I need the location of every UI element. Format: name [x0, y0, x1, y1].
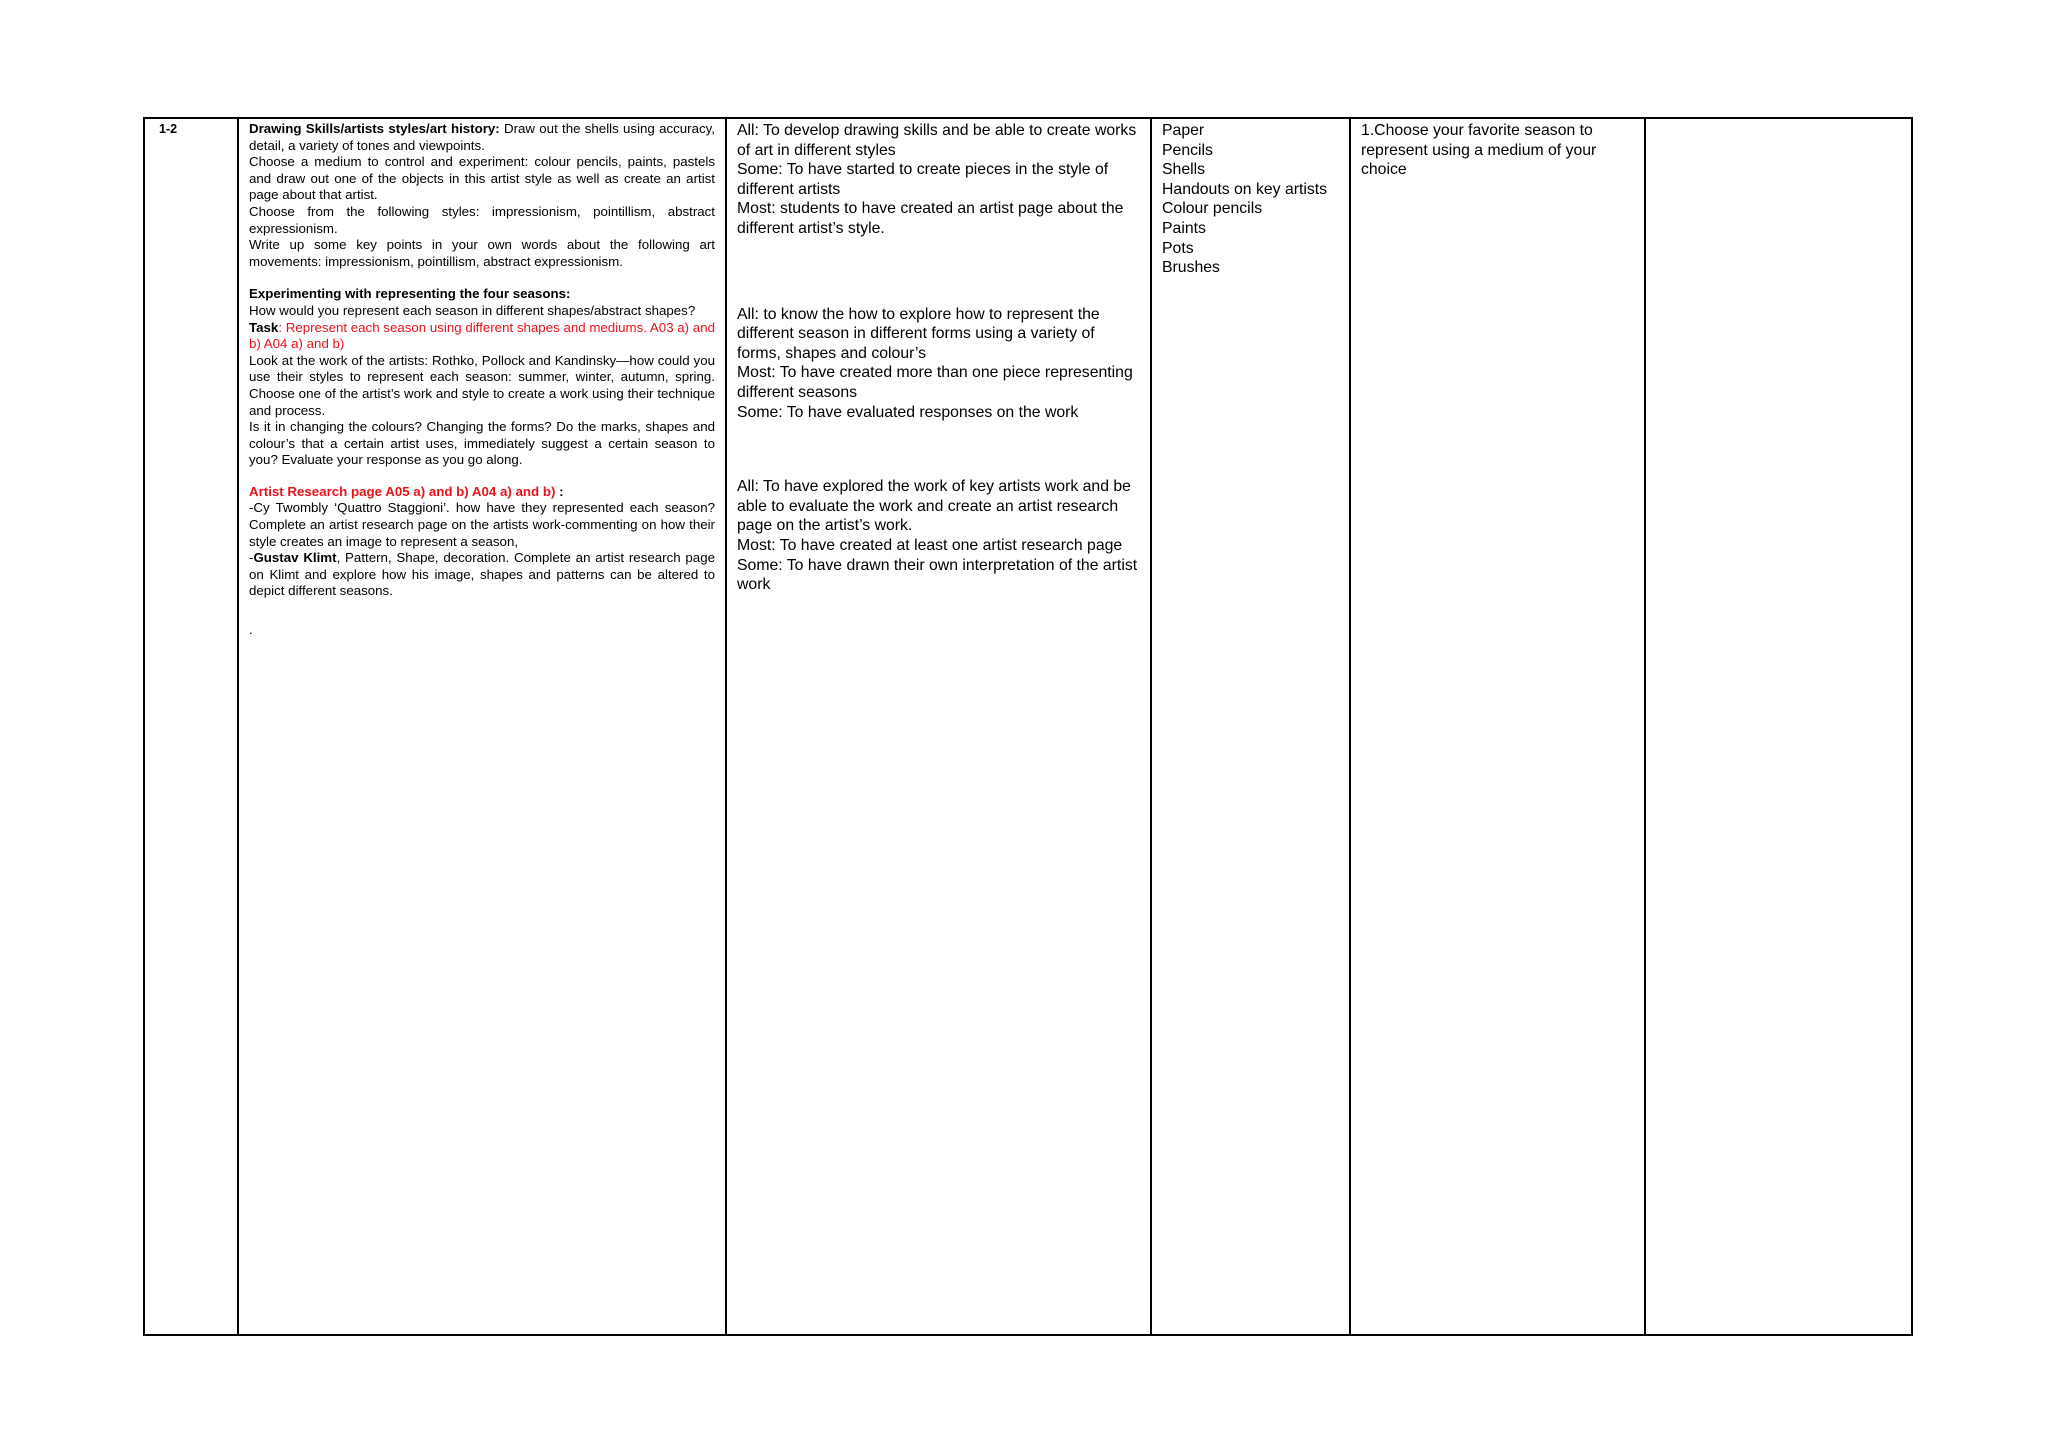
klimt-text: , Pattern, Shape, decoration. Complete an artist research page on Klimt and explore how his image, shapes and patterns can be altered to depict different seasons. — [249, 550, 715, 599]
seasons-heading: Experimenting with representing the four seasons: — [249, 286, 571, 302]
choose-medium-text: Choose a medium to control and experiment: colour pencils, paints, pastels and draw out one of the objects in this artist style as well as create an artist page about that artist. — [249, 154, 715, 203]
research-heading: Artist Research page A05 a) and b) A04 a) and b) — [249, 483, 556, 499]
activity-item: 1.Choose your favorite season to represent using a medium of your choice — [1361, 122, 1597, 179]
resource-item: Shells — [1162, 161, 1206, 179]
outcome-3-some: Some: To have drawn their own interpretation of the artist work — [737, 556, 1138, 594]
week-cell — [144, 118, 238, 1335]
week-number: 1-2 — [159, 122, 178, 136]
drawing-heading: Drawing Skills/artists styles/art history: — [249, 121, 500, 136]
outcomes-text — [727, 119, 1150, 595]
outcome-3-all: All: To have explored the work of key artists work and be able to evaluate the work and create an artist research page on the artist’s work. — [737, 478, 1131, 535]
klimt-prefix: - — [249, 550, 254, 566]
resource-item: Paints — [1162, 219, 1206, 237]
outcome-2-most: Most: To have created more than one piece representing different seasons — [737, 364, 1133, 401]
klimt-paragraph — [249, 550, 715, 600]
drawing-paragraph — [249, 121, 715, 154]
notes-text — [1646, 119, 1911, 121]
outcomes-cell — [726, 118, 1151, 1335]
resource-item: Pencils — [1162, 141, 1213, 159]
klimt-name: Gustav Klimt — [253, 550, 337, 566]
notes-cell — [1645, 118, 1912, 1335]
table-row — [144, 118, 1912, 1335]
resource-item: Colour pencils — [1162, 200, 1263, 218]
outcome-1-some: Some: To have started to create pieces in the style of different artists — [737, 161, 1109, 198]
trailing-dot: . — [249, 622, 253, 638]
twombly-text: -Cy Twombly ‘Quattro Staggioni’. how have they represented each season? Complete an artist research page on the artists work-commenting on how their style creates an image to represent a season, — [249, 500, 715, 549]
resource-item: Handouts on key artists — [1162, 180, 1328, 198]
seasons-question: How would you represent each season in different shapes/abstract shapes? — [249, 302, 696, 318]
activity-cell — [1350, 118, 1645, 1335]
is-it-text: Is it in changing the colours? Changing the forms? Do the marks, shapes and colour’s that a certain artist uses, immediately suggest a certain season to you? Evaluate your response as you go along. — [249, 419, 715, 468]
outcome-2-all: All: to know the how to explore how to represent the different season in different forms using a variety of forms, shapes and colour’s — [737, 305, 1100, 362]
content-text — [239, 119, 725, 639]
outcome-2-some: Some: To have evaluated responses on the work — [737, 403, 1079, 421]
resource-item: Pots — [1162, 239, 1194, 257]
content-cell — [238, 118, 726, 1335]
outcome-1-all: All: To develop drawing skills and be able to create works of art in different styles — [737, 122, 1137, 159]
task-text: : Represent each season using different shapes and mediums. A03 a) and b) A04 a) and b) — [249, 319, 715, 352]
resources-cell — [1151, 118, 1350, 1335]
resources-list — [1152, 119, 1349, 278]
task-label: Task — [249, 319, 279, 335]
lesson-plan-table — [143, 117, 1913, 1336]
research-colon: : — [555, 483, 564, 499]
outcome-3-most: Most: To have created at least one artist research page — [737, 536, 1123, 554]
look-at-text: Look at the work of the artists: Rothko, Pollock and Kandinsky—how could you use their styles to represent each season: summer, winter, autumn, spring. Choose one of the artist’s work and style to create a work using their technique and process. — [249, 352, 715, 418]
task-paragraph — [249, 320, 715, 353]
choose-styles-text: Choose from the following styles: impressionism, pointillism, abstract expressionism. — [249, 203, 715, 236]
outcome-1-most: Most: students to have created an artist page about the different artist’s style. — [737, 200, 1124, 237]
activity-text — [1351, 119, 1644, 180]
research-heading-line — [249, 484, 715, 501]
write-up-text: Write up some key points in your own words about the following art movements: impressionism, pointillism, abstract expressionism. — [249, 237, 715, 269]
resource-item: Paper — [1162, 122, 1205, 139]
resource-item: Brushes — [1162, 259, 1220, 277]
drawing-text: Draw out the shells using accuracy, detail, a variety of tones and viewpoints. — [249, 121, 715, 153]
